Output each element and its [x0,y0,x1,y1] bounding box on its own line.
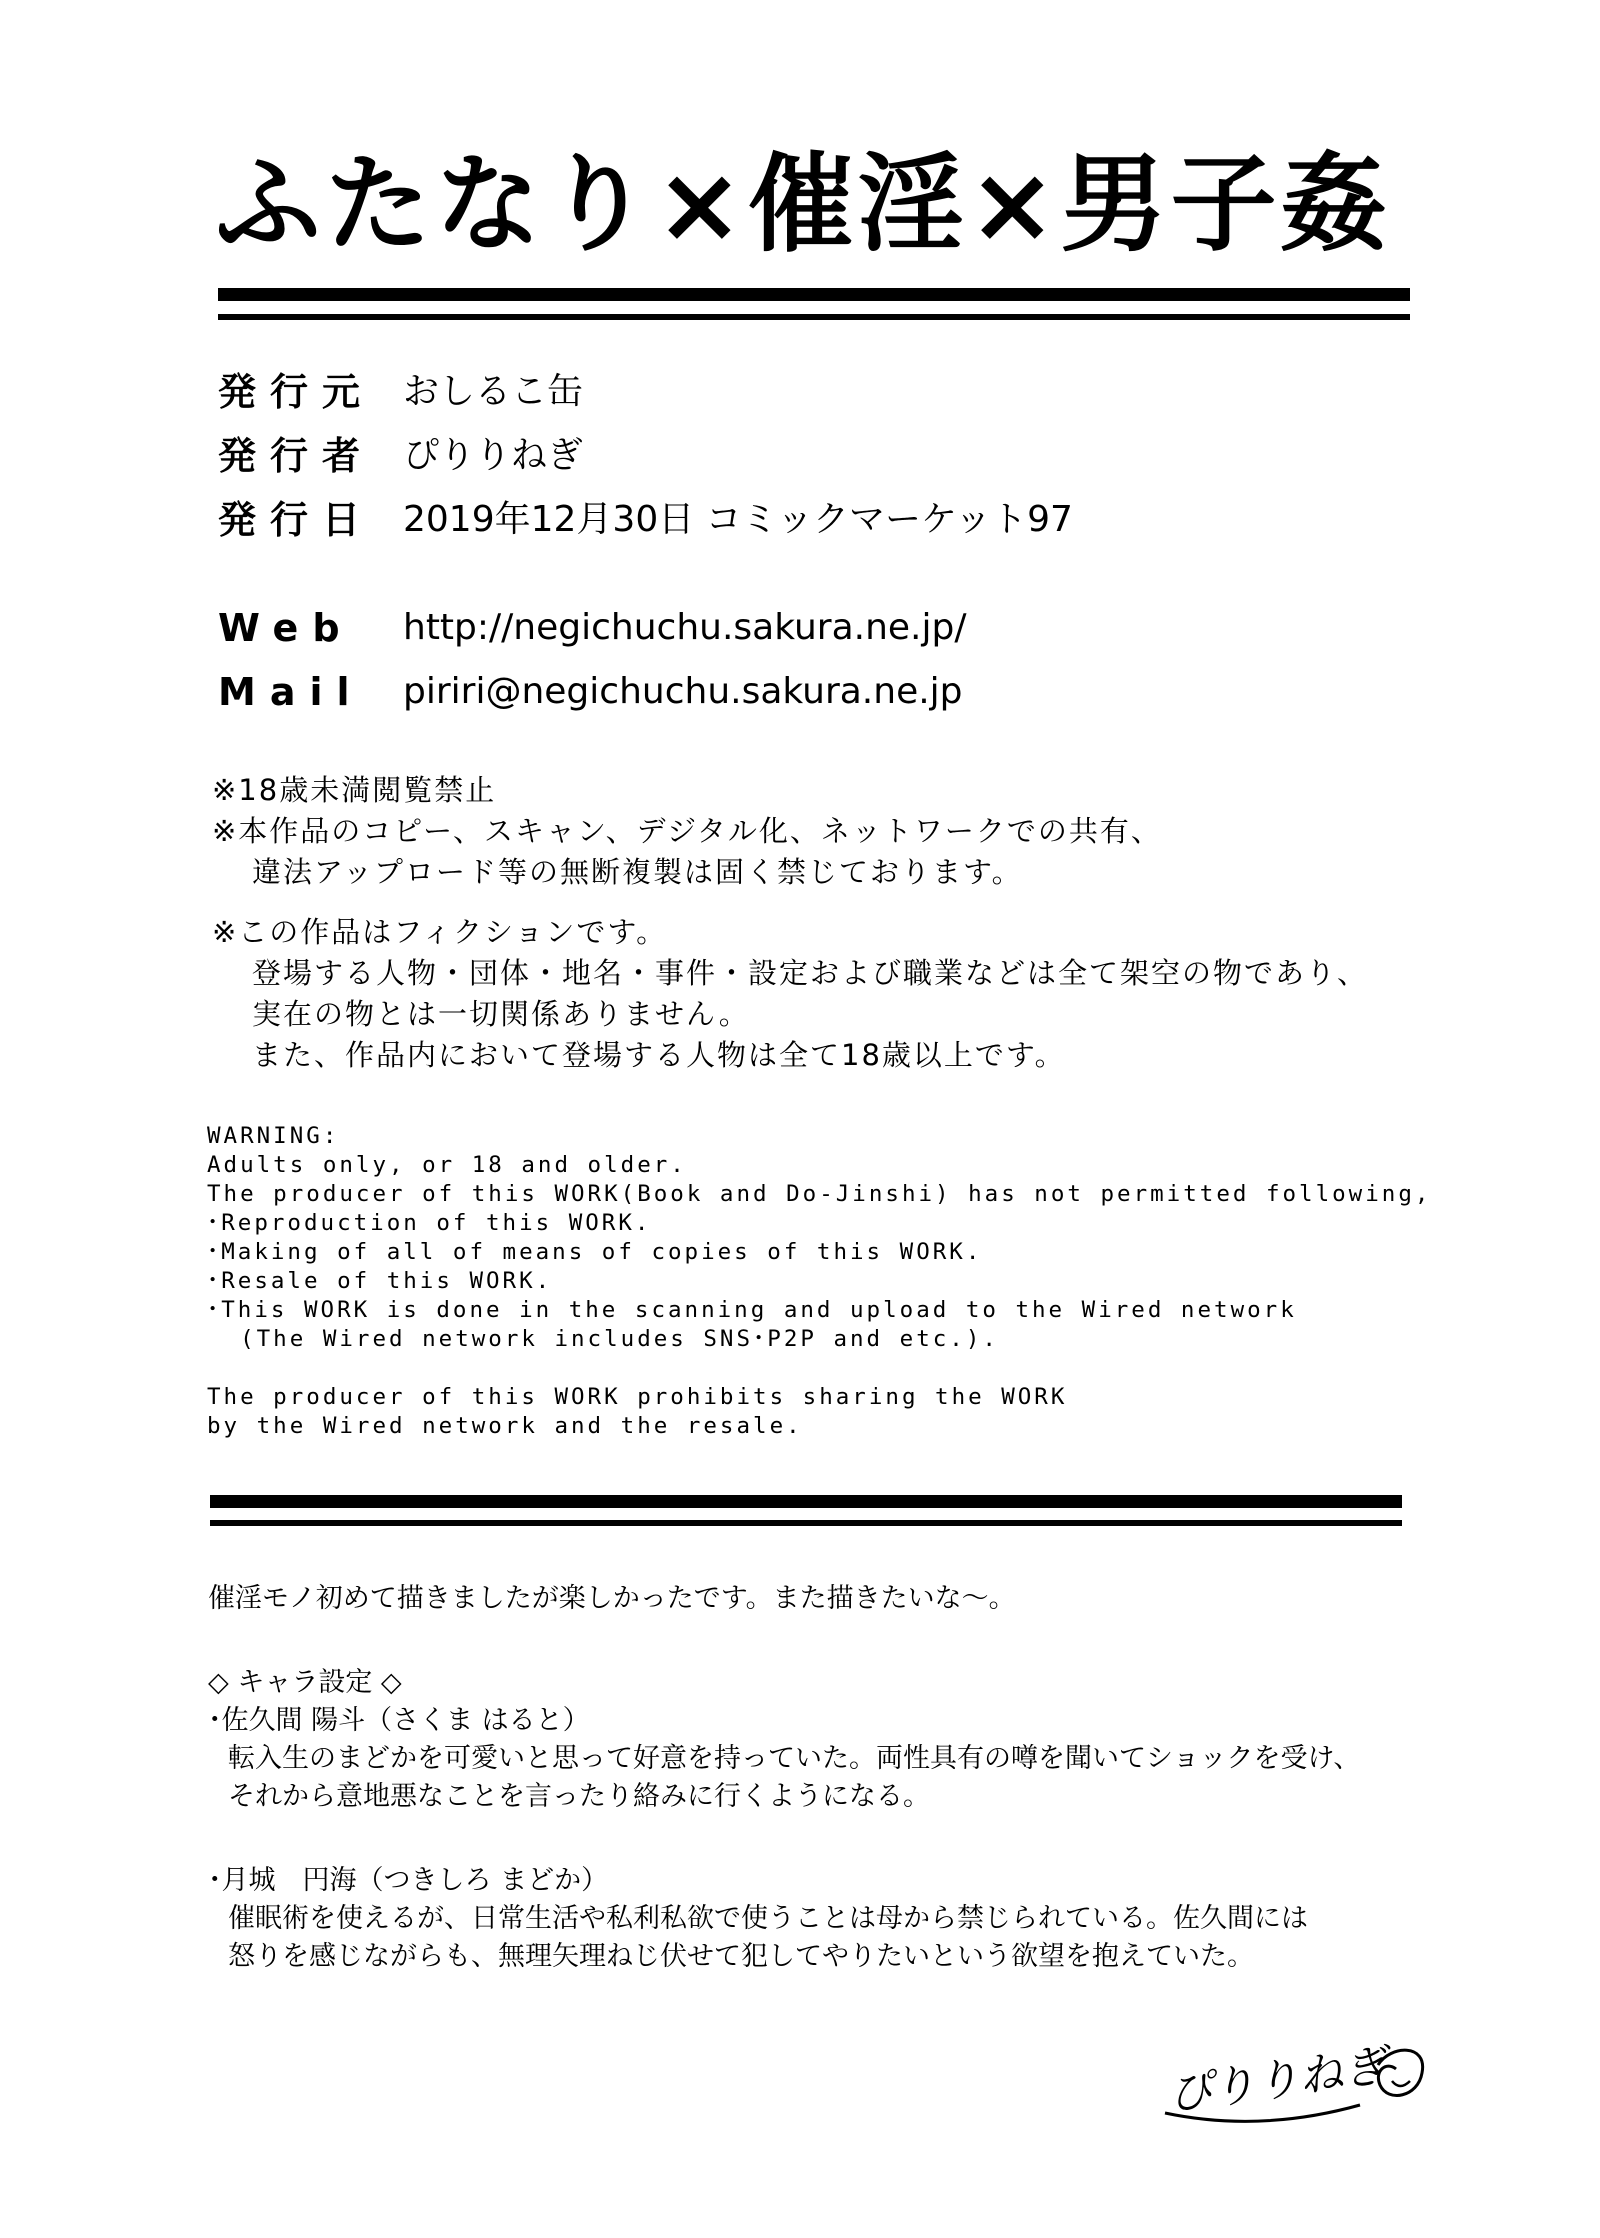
author-name: ぴりりねぎ [403,435,584,476]
top-rule-thick [218,288,1410,301]
character-heading: ◇ キャラ設定 ◇ [208,1667,402,1698]
notice-line: 違法アップロード等の無断複製は固く禁じております。 [252,855,1023,889]
notice-block [212,770,1462,893]
colophon-label: 発行者 [218,434,375,478]
colophon-label: 発行元 [218,370,375,414]
character-desc: 転入生のまどかを可愛いと思って好意を持っていた。両性具有の噂を聞いてショックを受け、 [228,1743,1361,1774]
notice-line: ※本作品のコピー、スキャン、デジタル化、ネットワークでの共有、 [212,814,1162,848]
page-title: ふたなり×催淫×男子姦 [215,143,1391,266]
character-notes [208,1664,1508,1816]
middle-rule-thin [210,1520,1402,1526]
web-link[interactable]: http://negichuchu.sakura.ne.jp/ [403,607,967,648]
warning-line: ･This WORK is done in the scanning and upload to the Wired network [207,1297,1297,1323]
character-desc: それから意地悪なことを言ったり絡みに行くようになる。 [228,1781,930,1812]
warning-line: Adults only, or 18 and older. [207,1152,687,1178]
notice-line: 登場する人物・団体・地名・事件・設定および職業などは全て架空の物であり、 [252,956,1369,990]
spacer [207,1354,1487,1383]
smile-icon [1392,2081,1410,2086]
warning-line: ･Reproduction of this WORK. [207,1210,652,1236]
character-notes-2 [208,1862,1508,1976]
warning-line: (The Wired network includes SNS･P2P and etc.). [207,1326,999,1352]
colophon-label: Mail [218,670,364,714]
afterword-intro: 催淫モノ初めて描きましたが楽しかったです。また描きたいな～。 [208,1583,1016,1614]
warning-line: WARNING: [207,1123,340,1149]
warning-line: ･Making of all of means of copies of this WORK. [207,1239,983,1265]
warning-line: by the Wired network and the resale. [207,1413,803,1439]
notice-line: ※この作品はフィクションです。 [212,915,668,949]
publisher-name: おしるこ缶 [403,371,584,412]
character-name: ･佐久間 陽斗（さくま はると） [208,1705,590,1736]
publish-date: 2019年12月30日 コミックマーケット97 [403,499,1073,540]
character-desc: 催眠術を使えるが、日常生活や私利私欲で使うことは母から禁じられている。佐久間には [228,1903,1308,1934]
character-name: ･月城 円海（つきしろ まどか） [208,1865,609,1896]
notice-line: また、作品内において登場する人物は全て18歳以上です。 [252,1038,1066,1072]
top-rule-thin [218,314,1410,320]
middle-rule-thick [210,1495,1402,1508]
mail-link[interactable]: piriri@negichuchu.sakura.ne.jp [403,671,963,712]
warning-line: The producer of this WORK(Book and Do-Jinshi) has not permitted following, [207,1181,1432,1207]
colophon-label: 発行日 [218,498,375,542]
notice-line: ※18歳未満閲覧禁止 [212,773,497,807]
notice-line: 実在の物とは一切関係ありません。 [252,997,750,1031]
afterword [208,1580,1508,1618]
colophon-label: Web [218,606,354,650]
warning-block [207,1122,1487,1441]
author-signature [1160,2025,1440,2135]
signature-text: ぴりりねぎ [1164,2040,1390,2122]
warning-line: The producer of this WORK prohibits sharing the WORK [207,1384,1068,1410]
fiction-notice-block [212,912,1462,1076]
warning-line: ･Resale of this WORK. [207,1268,553,1294]
character-desc: 怒りを感じながらも、無理矢理ねじ伏せて犯してやりたいという欲望を抱えていた。 [228,1941,1254,1972]
